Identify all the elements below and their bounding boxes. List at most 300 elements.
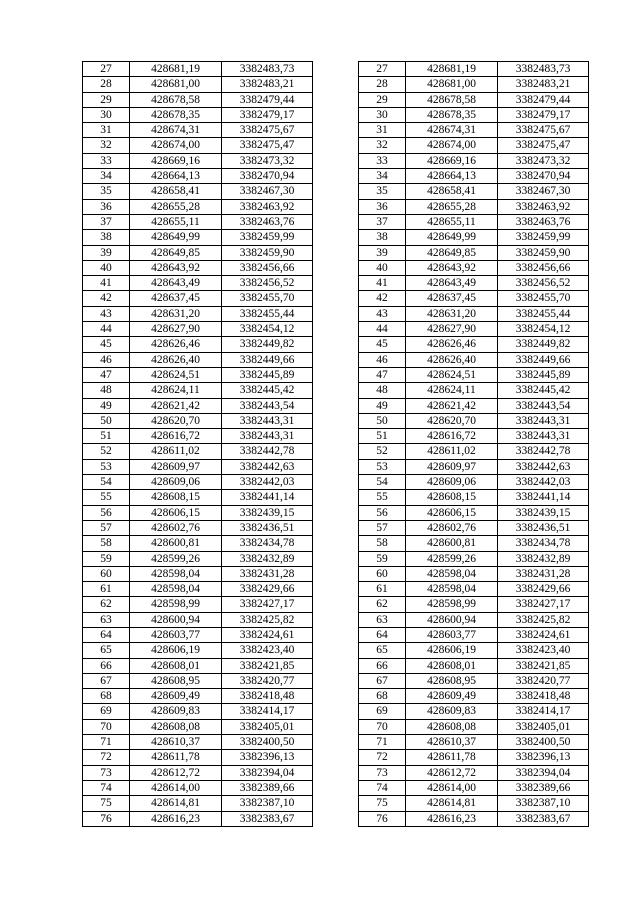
point-number-cell: 75 [83,796,130,811]
y-coordinate-cell: 3382456,52 [222,276,313,291]
y-coordinate-cell: 3382434,78 [498,536,589,551]
y-coordinate-cell: 3382470,94 [222,169,313,184]
x-coordinate-cell: 428624,51 [130,367,222,382]
y-coordinate-cell: 3382394,04 [498,765,589,780]
y-coordinate-cell: 3382445,42 [498,383,589,398]
y-coordinate-cell: 3382459,99 [498,230,589,245]
point-number-cell: 35 [359,184,406,199]
table-row [83,62,589,77]
y-coordinate-cell: 3382425,82 [498,612,589,627]
y-coordinate-cell: 3382442,78 [498,444,589,459]
x-coordinate-cell: 428606,19 [406,643,498,658]
y-coordinate-cell: 3382424,61 [222,627,313,642]
point-number-cell: 65 [83,643,130,658]
x-coordinate-cell: 428674,00 [130,138,222,153]
table-row [83,689,589,704]
point-number-cell: 71 [359,735,406,750]
y-coordinate-cell: 3382443,31 [498,413,589,428]
y-coordinate-cell: 3382463,92 [498,199,589,214]
table-gap-cell [313,719,359,734]
table-gap-cell [313,658,359,673]
x-coordinate-cell: 428681,19 [406,62,498,77]
y-coordinate-cell: 3382470,94 [498,169,589,184]
y-coordinate-cell: 3382424,61 [498,627,589,642]
y-coordinate-cell: 3382443,31 [222,429,313,444]
x-coordinate-cell: 428624,11 [406,383,498,398]
y-coordinate-cell: 3382429,66 [498,582,589,597]
table-gap-cell [313,398,359,413]
table-row [83,291,589,306]
x-coordinate-cell: 428614,81 [130,796,222,811]
point-number-cell: 61 [83,582,130,597]
y-coordinate-cell: 3382436,51 [222,520,313,535]
table-row [83,245,589,260]
y-coordinate-cell: 3382434,78 [222,536,313,551]
point-number-cell: 69 [359,704,406,719]
table-gap-cell [313,597,359,612]
y-coordinate-cell: 3382418,48 [222,689,313,704]
table-gap-cell [313,673,359,688]
y-coordinate-cell: 3382400,50 [222,735,313,750]
table-gap-cell [313,735,359,750]
x-coordinate-cell: 428620,70 [130,413,222,428]
table-row [83,658,589,673]
table-row [83,796,589,811]
y-coordinate-cell: 3382432,89 [222,551,313,566]
point-number-cell: 54 [83,475,130,490]
point-number-cell: 42 [359,291,406,306]
point-number-cell: 58 [83,536,130,551]
x-coordinate-cell: 428599,26 [406,551,498,566]
table-gap-cell [313,291,359,306]
x-coordinate-cell: 428609,49 [406,689,498,704]
y-coordinate-cell: 3382459,90 [222,245,313,260]
point-number-cell: 27 [83,62,130,77]
point-number-cell: 36 [83,199,130,214]
y-coordinate-cell: 3382425,82 [222,612,313,627]
x-coordinate-cell: 428608,15 [406,490,498,505]
y-coordinate-cell: 3382443,31 [498,429,589,444]
point-number-cell: 30 [359,107,406,122]
point-number-cell: 64 [359,627,406,642]
point-number-cell: 41 [359,276,406,291]
point-number-cell: 50 [83,413,130,428]
x-coordinate-cell: 428608,95 [130,673,222,688]
table-row [83,230,589,245]
y-coordinate-cell: 3382449,66 [498,352,589,367]
point-number-cell: 63 [83,612,130,627]
x-coordinate-cell: 428603,77 [130,627,222,642]
x-coordinate-cell: 428627,90 [406,322,498,337]
x-coordinate-cell: 428608,08 [130,719,222,734]
table-gap-cell [313,444,359,459]
point-number-cell: 29 [359,92,406,107]
x-coordinate-cell: 428600,81 [130,536,222,551]
y-coordinate-cell: 3382396,13 [222,750,313,765]
x-coordinate-cell: 428664,13 [406,169,498,184]
x-coordinate-cell: 428606,19 [130,643,222,658]
point-number-cell: 52 [359,444,406,459]
point-number-cell: 60 [359,566,406,581]
y-coordinate-cell: 3382467,30 [498,184,589,199]
table-gap-cell [313,551,359,566]
table-gap-cell [313,520,359,535]
x-coordinate-cell: 428608,15 [130,490,222,505]
table-row [83,260,589,275]
point-number-cell: 45 [83,337,130,352]
x-coordinate-cell: 428624,51 [406,367,498,382]
y-coordinate-cell: 3382405,01 [222,719,313,734]
table-row [83,811,589,826]
x-coordinate-cell: 428599,26 [130,551,222,566]
y-coordinate-cell: 3382456,52 [498,276,589,291]
point-number-cell: 69 [83,704,130,719]
y-coordinate-cell: 3382429,66 [222,582,313,597]
table-gap-cell [313,153,359,168]
table-gap-cell [313,566,359,581]
point-number-cell: 44 [83,322,130,337]
y-coordinate-cell: 3382456,66 [222,260,313,275]
point-number-cell: 53 [83,459,130,474]
table-row [83,520,589,535]
y-coordinate-cell: 3382479,17 [222,107,313,122]
y-coordinate-cell: 3382396,13 [498,750,589,765]
table-gap-cell [313,260,359,275]
x-coordinate-cell: 428611,02 [406,444,498,459]
coordinate-table-body [83,62,589,827]
y-coordinate-cell: 3382427,17 [222,597,313,612]
y-coordinate-cell: 3382483,73 [498,62,589,77]
table-gap-cell [313,245,359,260]
table-gap-cell [313,337,359,352]
x-coordinate-cell: 428614,00 [406,780,498,795]
x-coordinate-cell: 428609,83 [406,704,498,719]
table-gap-cell [313,383,359,398]
x-coordinate-cell: 428624,11 [130,383,222,398]
table-row [83,780,589,795]
x-coordinate-cell: 428669,16 [406,153,498,168]
y-coordinate-cell: 3382420,77 [222,673,313,688]
y-coordinate-cell: 3382445,89 [222,367,313,382]
point-number-cell: 39 [83,245,130,260]
point-number-cell: 51 [359,429,406,444]
table-row [83,398,589,413]
point-number-cell: 59 [83,551,130,566]
table-row [83,199,589,214]
x-coordinate-cell: 428609,97 [130,459,222,474]
x-coordinate-cell: 428664,13 [130,169,222,184]
point-number-cell: 33 [83,153,130,168]
table-row [83,459,589,474]
y-coordinate-cell: 3382443,54 [222,398,313,413]
table-gap-cell [313,612,359,627]
y-coordinate-cell: 3382427,17 [498,597,589,612]
table-gap-cell [313,429,359,444]
y-coordinate-cell: 3382443,31 [222,413,313,428]
table-gap-cell [313,643,359,658]
point-number-cell: 62 [359,597,406,612]
table-row [83,704,589,719]
table-gap-cell [313,505,359,520]
point-number-cell: 34 [83,169,130,184]
y-coordinate-cell: 3382439,15 [498,505,589,520]
x-coordinate-cell: 428609,97 [406,459,498,474]
x-coordinate-cell: 428614,81 [406,796,498,811]
x-coordinate-cell: 428611,78 [130,750,222,765]
point-number-cell: 37 [83,214,130,229]
x-coordinate-cell: 428598,99 [130,597,222,612]
y-coordinate-cell: 3382387,10 [498,796,589,811]
point-number-cell: 51 [83,429,130,444]
point-number-cell: 43 [83,306,130,321]
x-coordinate-cell: 428626,46 [130,337,222,352]
y-coordinate-cell: 3382431,28 [222,566,313,581]
table-gap-cell [313,765,359,780]
x-coordinate-cell: 428637,45 [406,291,498,306]
point-number-cell: 68 [83,689,130,704]
point-number-cell: 72 [359,750,406,765]
x-coordinate-cell: 428678,35 [130,107,222,122]
y-coordinate-cell: 3382483,21 [222,77,313,92]
table-row [83,490,589,505]
y-coordinate-cell: 3382414,17 [222,704,313,719]
table-gap-cell [313,536,359,551]
x-coordinate-cell: 428616,72 [406,429,498,444]
y-coordinate-cell: 3382387,10 [222,796,313,811]
y-coordinate-cell: 3382483,21 [498,77,589,92]
point-number-cell: 56 [359,505,406,520]
x-coordinate-cell: 428637,45 [130,291,222,306]
y-coordinate-cell: 3382479,44 [222,92,313,107]
x-coordinate-cell: 428616,72 [130,429,222,444]
y-coordinate-cell: 3382394,04 [222,765,313,780]
y-coordinate-cell: 3382432,89 [498,551,589,566]
point-number-cell: 73 [83,765,130,780]
table-row [83,597,589,612]
point-number-cell: 45 [359,337,406,352]
x-coordinate-cell: 428606,15 [406,505,498,520]
y-coordinate-cell: 3382455,70 [222,291,313,306]
table-row [83,627,589,642]
y-coordinate-cell: 3382445,42 [222,383,313,398]
table-gap-cell [313,689,359,704]
y-coordinate-cell: 3382414,17 [498,704,589,719]
point-number-cell: 34 [359,169,406,184]
point-number-cell: 76 [359,811,406,826]
point-number-cell: 28 [83,77,130,92]
x-coordinate-cell: 428609,06 [406,475,498,490]
table-row [83,582,589,597]
x-coordinate-cell: 428612,72 [130,765,222,780]
x-coordinate-cell: 428606,15 [130,505,222,520]
table-row [83,643,589,658]
table-gap-cell [313,413,359,428]
y-coordinate-cell: 3382389,66 [222,780,313,795]
table-gap-cell [313,306,359,321]
point-number-cell: 49 [83,398,130,413]
table-row [83,536,589,551]
point-number-cell: 75 [359,796,406,811]
y-coordinate-cell: 3382454,12 [498,322,589,337]
point-number-cell: 41 [83,276,130,291]
table-gap-cell [313,627,359,642]
table-gap-cell [313,276,359,291]
x-coordinate-cell: 428598,99 [406,597,498,612]
table-gap-cell [313,704,359,719]
table-row [83,276,589,291]
point-number-cell: 28 [359,77,406,92]
x-coordinate-cell: 428649,99 [406,230,498,245]
coordinate-table [82,61,589,827]
table-row [83,322,589,337]
x-coordinate-cell: 428681,00 [406,77,498,92]
table-gap-cell [313,184,359,199]
point-number-cell: 32 [83,138,130,153]
y-coordinate-cell: 3382442,63 [222,459,313,474]
y-coordinate-cell: 3382423,40 [498,643,589,658]
x-coordinate-cell: 428643,92 [130,260,222,275]
point-number-cell: 70 [83,719,130,734]
x-coordinate-cell: 428681,19 [130,62,222,77]
table-row [83,413,589,428]
x-coordinate-cell: 428649,85 [406,245,498,260]
table-gap-cell [313,796,359,811]
point-number-cell: 29 [83,92,130,107]
point-number-cell: 66 [83,658,130,673]
table-row [83,214,589,229]
x-coordinate-cell: 428655,28 [130,199,222,214]
y-coordinate-cell: 3382449,82 [222,337,313,352]
point-number-cell: 49 [359,398,406,413]
x-coordinate-cell: 428681,00 [130,77,222,92]
point-number-cell: 27 [359,62,406,77]
y-coordinate-cell: 3382383,67 [498,811,589,826]
table-row [83,750,589,765]
y-coordinate-cell: 3382418,48 [498,689,589,704]
point-number-cell: 32 [359,138,406,153]
point-number-cell: 56 [83,505,130,520]
table-row [83,184,589,199]
y-coordinate-cell: 3382431,28 [498,566,589,581]
table-gap-cell [313,123,359,138]
point-number-cell: 66 [359,658,406,673]
y-coordinate-cell: 3382383,67 [222,811,313,826]
x-coordinate-cell: 428620,70 [406,413,498,428]
x-coordinate-cell: 428626,40 [130,352,222,367]
y-coordinate-cell: 3382441,14 [498,490,589,505]
point-number-cell: 64 [83,627,130,642]
table-row [83,673,589,688]
x-coordinate-cell: 428609,49 [130,689,222,704]
table-gap-cell [313,214,359,229]
x-coordinate-cell: 428631,20 [406,306,498,321]
table-row [83,77,589,92]
y-coordinate-cell: 3382473,32 [498,153,589,168]
y-coordinate-cell: 3382449,66 [222,352,313,367]
x-coordinate-cell: 428643,49 [130,276,222,291]
y-coordinate-cell: 3382442,78 [222,444,313,459]
y-coordinate-cell: 3382421,85 [498,658,589,673]
table-gap-cell [313,582,359,597]
x-coordinate-cell: 428674,31 [130,123,222,138]
x-coordinate-cell: 428603,77 [406,627,498,642]
table-gap-cell [313,230,359,245]
x-coordinate-cell: 428643,92 [406,260,498,275]
table-gap-cell [313,107,359,122]
point-number-cell: 60 [83,566,130,581]
y-coordinate-cell: 3382439,15 [222,505,313,520]
table-gap-cell [313,811,359,826]
x-coordinate-cell: 428621,42 [406,398,498,413]
table-gap-cell [313,199,359,214]
y-coordinate-cell: 3382443,54 [498,398,589,413]
x-coordinate-cell: 428609,06 [130,475,222,490]
y-coordinate-cell: 3382389,66 [498,780,589,795]
table-row [83,551,589,566]
x-coordinate-cell: 428612,72 [406,765,498,780]
x-coordinate-cell: 428598,04 [130,582,222,597]
table-gap-cell [313,750,359,765]
x-coordinate-cell: 428655,11 [130,214,222,229]
point-number-cell: 57 [83,520,130,535]
x-coordinate-cell: 428621,42 [130,398,222,413]
y-coordinate-cell: 3382463,92 [222,199,313,214]
y-coordinate-cell: 3382459,99 [222,230,313,245]
table-row [83,475,589,490]
y-coordinate-cell: 3382479,44 [498,92,589,107]
table-gap-cell [313,367,359,382]
point-number-cell: 47 [83,367,130,382]
x-coordinate-cell: 428598,04 [406,582,498,597]
x-coordinate-cell: 428627,90 [130,322,222,337]
y-coordinate-cell: 3382483,73 [222,62,313,77]
point-number-cell: 42 [83,291,130,306]
point-number-cell: 36 [359,199,406,214]
table-row [83,383,589,398]
table-gap-cell [313,169,359,184]
x-coordinate-cell: 428669,16 [130,153,222,168]
y-coordinate-cell: 3382454,12 [222,322,313,337]
point-number-cell: 72 [83,750,130,765]
table-gap-cell [313,77,359,92]
table-row [83,719,589,734]
point-number-cell: 71 [83,735,130,750]
point-number-cell: 39 [359,245,406,260]
x-coordinate-cell: 428643,49 [406,276,498,291]
x-coordinate-cell: 428610,37 [130,735,222,750]
y-coordinate-cell: 3382473,32 [222,153,313,168]
point-number-cell: 38 [83,230,130,245]
table-gap-cell [313,490,359,505]
point-number-cell: 59 [359,551,406,566]
point-number-cell: 44 [359,322,406,337]
point-number-cell: 61 [359,582,406,597]
x-coordinate-cell: 428608,95 [406,673,498,688]
table-row [83,337,589,352]
point-number-cell: 47 [359,367,406,382]
x-coordinate-cell: 428658,41 [130,184,222,199]
y-coordinate-cell: 3382479,17 [498,107,589,122]
point-number-cell: 48 [359,383,406,398]
point-number-cell: 48 [83,383,130,398]
table-row [83,92,589,107]
point-number-cell: 65 [359,643,406,658]
x-coordinate-cell: 428602,76 [130,520,222,535]
x-coordinate-cell: 428626,40 [406,352,498,367]
point-number-cell: 40 [83,260,130,275]
y-coordinate-cell: 3382456,66 [498,260,589,275]
y-coordinate-cell: 3382423,40 [222,643,313,658]
